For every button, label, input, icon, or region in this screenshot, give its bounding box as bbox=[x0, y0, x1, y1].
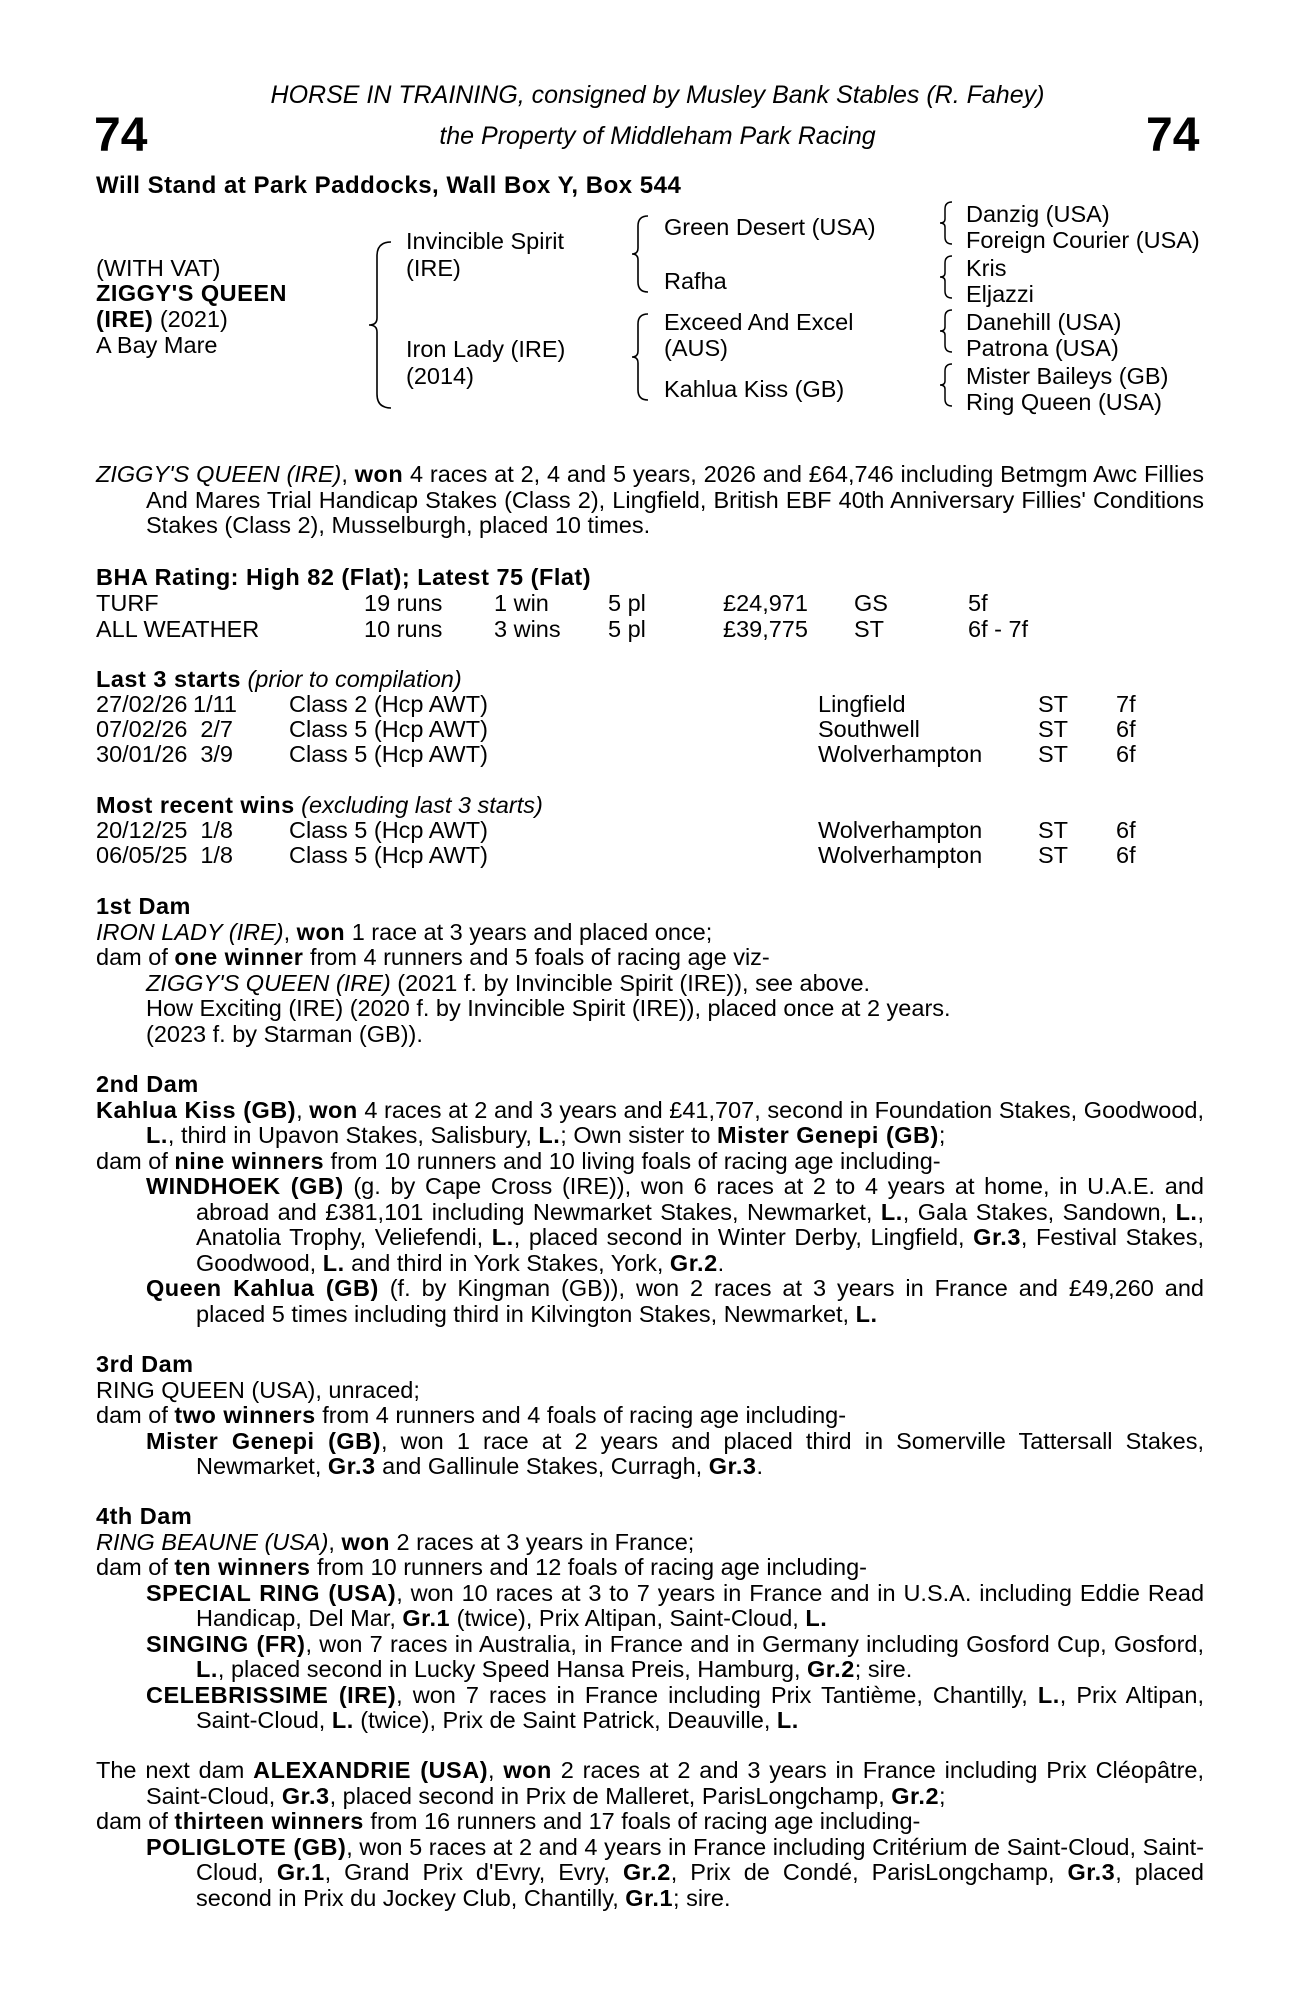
first-dam-heading: 1st Dam bbox=[96, 893, 191, 919]
pedigree-bracket-main bbox=[365, 240, 395, 410]
pedigree-bracket-dam bbox=[628, 312, 652, 402]
dam-year: (2014) bbox=[406, 363, 474, 389]
dam-sire-country: (AUS) bbox=[664, 335, 728, 361]
pedigree-bracket-gs4 bbox=[936, 362, 956, 408]
pedigree-bracket-gs1 bbox=[936, 200, 956, 246]
gen3-1: Danzig (USA) bbox=[966, 201, 1110, 227]
third-dam-section: 3rd Dam RING QUEEN (USA), unraced; dam of two winners from 4 runners and 4 foals of racing age including- Mister Genepi (GB), won 1 race at 2 years and placed third in Somerville Tattersall Stakes, Newmarket, Gr.3 and Gallinule Stakes, Curragh, Gr.3. bbox=[96, 1351, 1204, 1479]
recent-wins-heading: Most recent wins (excluding last 3 starts) bbox=[96, 792, 543, 818]
gen3-3: Kris bbox=[966, 255, 1007, 281]
horse-description: A Bay Mare bbox=[96, 332, 218, 358]
sire-country: (IRE) bbox=[406, 255, 461, 281]
next-dam-section: The next dam ALEXANDRIE (USA), won 2 races at 2 and 3 years in France including Prix Cléopâtre, Saint-Cloud, Gr.3, placed second in Prix de Malleret, ParisLongchamp, Gr.2; dam of thirteen winners from 16 runners and 17 foals of racing age including- POLIGLOTE (GB), won 5 races at 2 and 4 years in France including Critérium de Saint-Cloud, Saint-Cloud, Gr.1, Grand Prix d'Evry, Evry, Gr.2, Prix de Condé, ParisLongchamp, Gr.3, placed second in Prix du Jockey Club, Chantilly, Gr.1; sire. bbox=[96, 1757, 1205, 1911]
gen3-8: Ring Queen (USA) bbox=[966, 389, 1162, 415]
catalogue-page: 74 74 HORSE IN TRAINING, consigned by Musley Bank Stables (R. Fahey) the Property of Middleham Park Racing Will Stand at Park Paddocks, Wall Box Y, Box 544 (WITH VAT) ZIGGY'S QUEEN (IRE) (2021) A Bay Mare Invincible Spirit (IRE) Iron Lady (IRE) (2014) Green Desert (USA) Rafha Exceed And Excel (AUS) Kahlua Kiss (GB) Danzig (USA) Foreign Courier (USA) Kris Eljazzi Danehill (USA) Patrona (USA) Mister Baileys (GB) Ring Queen (USA) ZIGGY'S QUEEN (IRE), won 4 races at 2, 4 and 5 years, 2026 and £64,746 including Betmgm Awc Fillies And Mares Trial Handicap Stakes (Class 2), Lingfield, British EBF 40th Anniversary Fillies' Conditions Stakes (Class 2), Musselburgh, placed 10 times. BHA Rating: High 82 (Flat); Latest 75 (Flat) TURF 19 runs 1 win 5 pl £24,971 GS 5f ALL WEATHER 10 runs 3 wins 5 pl £39,775 ST 6f - 7f Last 3 starts (prior to compilation) 27/02/26 1/11 Class 2 (Hcp AWT) Lingfield ST 7f 07/02/26 2/7 Class 5 (Hcp AWT) Southwell ST 6f 30/01/26 3/9 Class 5 (Hcp AWT) Wolverhampton ST 6f Most recent wins (excluding last 3 starts) 20/12/25 1/8 Class 5 (Hcp AWT) Wolverhampton ST 6f 06/05/25 1/8 Class 5 (Hcp AWT) Wolverhampton ST 6f 1st Dam IRON LADY (IRE), won 1 race at 3 years and placed once; dam of one winner from 4 runners and 5 foals of racing age viz- ZIGGY'S QUEEN (IRE) (2021 f. by Invincible Spirit (IRE)), see above. How Exciting (IRE) (2020 f. by Invincible Spirit (IRE)), placed once at 2 years. (2023 f. by Starman (GB)). 2nd Dam Kahlua Kiss (GB), won 4 races at 2 and 3 years and £41,707, second in Foundation Stakes, Goodwood, L., third in Upavon Stakes, Salisbury, L.; Own sister to Mister Genepi (GB); dam of nine winners from 10 runners and 10 living foals of racing age including- WINDHOEK (GB) (g. by Cape Cross (IRE)), won 6 races at 2 to 4 years at home, in U.A.E. and abroad and £381,101 including Newmarket Stakes, Newmarket, L., Gala Stakes, Sandown, L., Anatolia Trophy, Veliefendi, L., placed second in Winter Derby, Lingfield, Gr.3, Festival Stakes, Goodwood, L. and third in York Stakes, York, Gr.2. Queen Kahlua (GB) (f. by Kingman (GB)), won 2 races at 3 years in France and £49,260 and placed 5 times including third in Kilvington Stakes, Newmarket, L. 3rd Dam RING QUEEN (USA), unraced; dam of two winners from 4 runners and 4 foals of racing age including- Mister Genepi (GB), won 1 race at 2 years and placed third in Somerville Tattersall Stakes, Newmarket, Gr.3 and Gallinule Stakes, Curragh, Gr.3. 4th Dam RING BEAUNE (USA), won 2 races at 3 years in France; dam of ten winners from 10 runners and 12 foals of racing age including- SPECIAL RING (USA), won 10 races at 3 to 7 years in France and in U.S.A. including Eddie Read Handicap, Del Mar, Gr.1 (twice), Prix Altipan, Saint-Cloud, L. SINGING (FR), won 7 races in Australia, in France and in Germany including Gosford Cup, Gosford, L., placed second in Lucky Speed Hansa Preis, Hamburg, Gr.2; sire. CELEBRISSIME (IRE), won 7 races in France including Prix Tantième, Chantilly, L., Prix Altipan, Saint-Cloud, L. (twice), Prix de Saint Patrick, Deauville, L. The next dam ALEXANDRIE (USA), won 2 races at 2 and 3 years in France including Prix Cléopâtre, Saint-Cloud, Gr.3, placed second in Prix de Malleret, ParisLongchamp, Gr.2; dam of thirteen winners from 16 runners and 17 foals of racing age including- POLIGLOTE (GB), won 5 races at 2 and 4 years in France including Critérium de Saint-Cloud, Saint-Cloud, Gr.1, Grand Prix d'Evry, Evry, Gr.2, Prix de Condé, ParisLongchamp, Gr.3, placed second in Prix du Jockey Club, Chantilly, Gr.1; sire. bbox=[0, 0, 1315, 2000]
pedigree-bracket-gs3 bbox=[936, 308, 956, 354]
bha-rating-heading: BHA Rating: High 82 (Flat); Latest 75 (Flat) bbox=[96, 564, 592, 590]
sire-name: Invincible Spirit bbox=[406, 228, 565, 254]
last3-heading: Last 3 starts (prior to compilation) bbox=[96, 666, 462, 692]
summary-horse-name: ZIGGY'S QUEEN (IRE) bbox=[96, 461, 342, 487]
gen3-4: Eljazzi bbox=[966, 281, 1034, 307]
second-dam-heading: 2nd Dam bbox=[96, 1071, 199, 1097]
dam-name: Iron Lady (IRE) bbox=[406, 336, 566, 362]
pedigree-bracket-sire bbox=[628, 214, 652, 294]
lot-number-right: 74 bbox=[1146, 109, 1200, 162]
gen3-6: Patrona (USA) bbox=[966, 335, 1119, 361]
horse-name: ZIGGY'S QUEEN bbox=[96, 280, 287, 306]
sire-sire: Green Desert (USA) bbox=[664, 214, 876, 240]
owner-line: the Property of Middleham Park Racing bbox=[439, 122, 876, 150]
second-dam-section: 2nd Dam Kahlua Kiss (GB), won 4 races at 2 and 3 years and £41,707, second in Foundation Stakes, Goodwood, L., third in Upavon Stakes, Salisbury, L.; Own sister to Mister Genepi (GB); dam of nine winners from 10 runners and 10 living foals of racing age including- WINDHOEK (GB) (g. by Cape Cross (IRE)), won 6 races at 2 to 4 years at home, in U.A.E. and abroad and £381,101 including Newmarket Stakes, Newmarket, L., Gala Stakes, Sandown, L., Anatolia Trophy, Veliefendi, L., placed second in Winter Derby, Lingfield, Gr.3, Festival Stakes, Goodwood, L. and third in York Stakes, York, Gr.2. Queen Kahlua (GB) (f. by Kingman (GB)), won 2 races at 3 years in France and £49,260 and placed 5 times including third in Kilvington Stakes, Newmarket, L. bbox=[96, 1071, 1205, 1327]
stand-location: Will Stand at Park Paddocks, Wall Box Y, Box 544 bbox=[96, 172, 682, 199]
dam-dam: Kahlua Kiss (GB) bbox=[664, 376, 845, 402]
fourth-dam-section: 4th Dam RING BEAUNE (USA), won 2 races at 3 years in France; dam of ten winners from 10 runners and 12 foals of racing age including- SPECIAL RING (USA), won 10 races at 3 to 7 years in France and in U.S.A. including Eddie Read Handicap, Del Mar, Gr.1 (twice), Prix Altipan, Saint-Cloud, L. SINGING (FR), won 7 races in Australia, in France and in Germany including Gosford Cup, Gosford, L., placed second in Lucky Speed Hansa Preis, Hamburg, Gr.2; sire. CELEBRISSIME (IRE), won 7 races in France including Prix Tantième, Chantilly, L., Prix Altipan, Saint-Cloud, L. (twice), Prix de Saint Patrick, Deauville, L. bbox=[96, 1503, 1205, 1733]
pedigree-bracket-gs2 bbox=[936, 254, 956, 300]
lot-number-left: 74 bbox=[94, 109, 148, 162]
gen3-5: Danehill (USA) bbox=[966, 309, 1122, 335]
dam-sire: Exceed And Excel bbox=[664, 309, 854, 335]
race-summary: ZIGGY'S QUEEN (IRE), won 4 races at 2, 4 and 5 years, 2026 and £64,746 including Betmgm Awc Fillies And Mares Trial Handicap Stakes (Class 2), Lingfield, British EBF 40th Anniversary Fillies' Conditions Stakes (Class 2), Musselburgh, placed 10 times. bbox=[96, 461, 1205, 538]
gen3-7: Mister Baileys (GB) bbox=[966, 363, 1169, 389]
third-dam-heading: 3rd Dam bbox=[96, 1351, 194, 1377]
horse-country-year: (IRE) (2021) bbox=[96, 306, 228, 332]
sire-dam: Rafha bbox=[664, 268, 727, 294]
gen3-2: Foreign Courier (USA) bbox=[966, 227, 1200, 253]
fourth-dam-heading: 4th Dam bbox=[96, 1503, 193, 1529]
first-dam-section: 1st Dam IRON LADY (IRE), won 1 race at 3 years and placed once; dam of one winner from 4 runners and 5 foals of racing age viz- ZIGGY'S QUEEN (IRE) (2021 f. by Invincible Spirit (IRE)), see above. How Exciting (IRE) (2020 f. by Invincible Spirit (IRE)), placed once at 2 years. (2023 f. by Starman (GB)). bbox=[96, 894, 1204, 1047]
consignor-line: HORSE IN TRAINING, consigned by Musley Bank Stables (R. Fahey) bbox=[270, 81, 1045, 109]
vat-label: (WITH VAT) bbox=[96, 255, 221, 281]
